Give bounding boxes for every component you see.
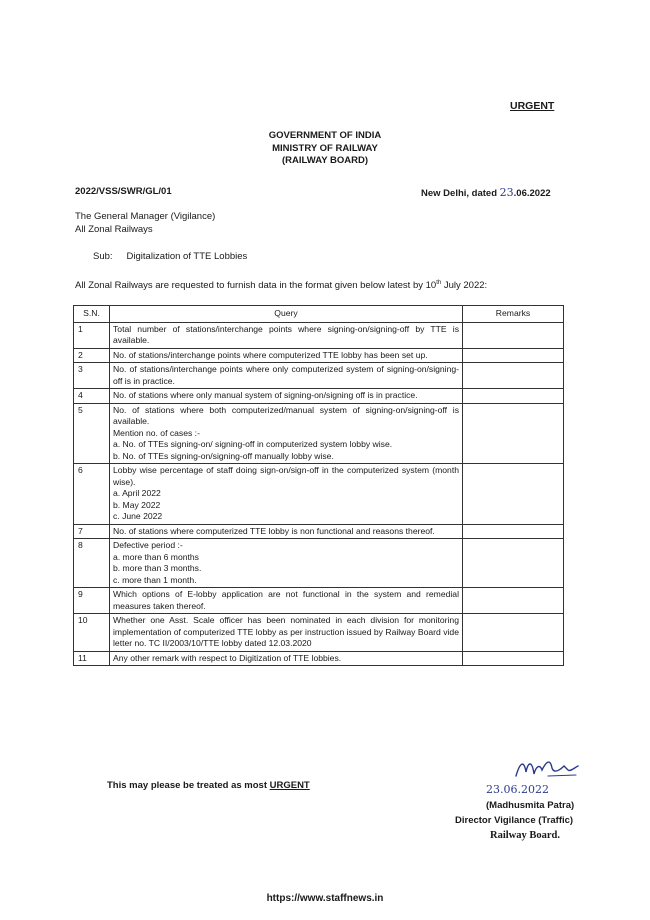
signatory-office: Railway Board. — [490, 830, 561, 841]
table-row — [74, 464, 564, 525]
header-sn: S.N. — [74, 306, 110, 323]
row-sn: 3 — [74, 363, 110, 389]
subject-label: Sub: — [93, 251, 113, 262]
table-row — [74, 651, 564, 666]
query-line: a. No. of TTEs signing-on/ signing-off in computerized system lobby wise. — [113, 439, 393, 449]
header-query: Query — [110, 306, 463, 323]
intro-text-end: July 2022: — [441, 280, 488, 292]
row-query — [110, 389, 463, 404]
table-row — [74, 614, 564, 652]
row-sn: 9 — [74, 588, 110, 614]
table-row — [74, 524, 564, 539]
header-remarks: Remarks — [463, 306, 564, 323]
handwritten-signature — [512, 752, 582, 786]
intro-superscript: th — [436, 280, 442, 286]
signatory-name: (Madhusmita Patra) — [486, 800, 575, 811]
reference-number: 2022/VSS/SWR/GL/01 — [75, 186, 172, 197]
row-sn: 4 — [74, 389, 110, 404]
row-remarks[interactable] — [463, 322, 564, 348]
intro-paragraph — [75, 280, 487, 291]
query-line: Total number of stations/interchange points where signing-on/signing-off by TTE is available. — [113, 323, 459, 345]
table-row — [74, 539, 564, 588]
row-query — [110, 524, 463, 539]
row-remarks[interactable] — [463, 389, 564, 404]
row-sn: 5 — [74, 403, 110, 464]
row-remarks[interactable] — [463, 464, 564, 525]
row-remarks[interactable] — [463, 651, 564, 666]
row-query — [110, 539, 463, 588]
query-line: a. more than 6 months — [113, 551, 199, 562]
query-line: b. No. of TTEs signing-on/signing-off manually lobby wise. — [113, 450, 334, 461]
query-table — [73, 305, 564, 666]
table-header-row — [74, 306, 564, 323]
row-remarks[interactable] — [463, 403, 564, 464]
govt-line-1: GOVERNMENT OF INDIA — [268, 130, 382, 141]
government-header — [0, 130, 650, 168]
signature-date-handwritten: 23.06.2022 — [486, 783, 549, 796]
govt-line-2: MINISTRY OF RAILWAY — [272, 142, 378, 154]
row-sn: 2 — [74, 348, 110, 363]
query-line: b. more than 3 months. — [113, 563, 202, 573]
row-remarks[interactable] — [463, 363, 564, 389]
row-query — [110, 651, 463, 666]
query-line: No. of stations/interchange points where only computerized system of signing-on/signing-off is in practice. — [113, 364, 459, 386]
signatory-designation: Director Vigilance (Traffic) — [455, 815, 574, 826]
row-sn: 6 — [74, 464, 110, 525]
date-prefix: New Delhi, dated — [421, 188, 500, 199]
row-query — [110, 403, 463, 464]
row-sn: 7 — [74, 524, 110, 539]
subject-text: Digitalization of TTE Lobbies — [126, 251, 248, 262]
row-query — [110, 322, 463, 348]
row-remarks[interactable] — [463, 524, 564, 539]
footer-url: https://www.staffnews.in — [266, 893, 384, 904]
closing-line — [107, 780, 310, 791]
addressee-line-2: All Zonal Railways — [75, 223, 153, 235]
query-line: c. more than 1 month. — [113, 574, 197, 585]
row-remarks[interactable] — [463, 539, 564, 588]
row-sn: 10 — [74, 614, 110, 652]
table-row — [74, 588, 564, 614]
row-query — [110, 588, 463, 614]
row-query — [110, 464, 463, 525]
query-line: No. of stations where only manual system of signing-on/signing off is in practice. — [113, 390, 418, 400]
query-line: b. May 2022 — [113, 499, 161, 510]
row-query — [110, 348, 463, 363]
query-line: No. of stations where computerized TTE lobby is non functional and reasons thereof. — [113, 525, 435, 536]
query-line: Mention no. of cases :- — [113, 427, 200, 438]
query-line: No. of stations/interchange points where computerized TTE lobby has been set up. — [113, 349, 428, 360]
urgent-heading: URGENT — [510, 100, 555, 112]
addressee-block — [75, 211, 215, 236]
query-line: Which options of E-lobby application are not functional in the system and remedial measures taken thereof. — [113, 589, 459, 611]
query-line: No. of stations where both computerized/manual system of signing-on/signing-off is available. — [113, 404, 459, 426]
subject-line — [93, 251, 247, 262]
query-line: a. April 2022 — [113, 488, 161, 498]
date-suffix: .06.2022 — [513, 188, 551, 199]
row-remarks[interactable] — [463, 614, 564, 652]
row-remarks[interactable] — [463, 348, 564, 363]
govt-line-3: (RAILWAY BOARD) — [281, 155, 369, 166]
row-query — [110, 363, 463, 389]
table-row — [74, 322, 564, 348]
table-body — [74, 322, 564, 666]
row-sn: 8 — [74, 539, 110, 588]
row-sn: 1 — [74, 322, 110, 348]
intro-text: All Zonal Railways are requested to furnish data in the format given below latest by 10 — [75, 280, 437, 292]
addressee-line-1: The General Manager (Vigilance) — [75, 211, 216, 222]
query-line: Defective period :- — [113, 540, 183, 550]
query-line: Lobby wise percentage of staff doing sign-on/sign-off in the computerized system (month wise). — [113, 465, 459, 487]
row-sn: 11 — [74, 651, 110, 666]
closing-text: This may please be treated as most — [107, 780, 270, 791]
table-row — [74, 389, 564, 404]
row-query — [110, 614, 463, 652]
date-day-handwritten: 23 — [499, 186, 514, 199]
query-line: c. June 2022 — [113, 511, 163, 521]
table-row — [74, 348, 564, 363]
query-line: Whether one Asst. Scale officer has been nominated in each division for monitoring implementation of computerized TTE lobby as per instruction issued by Railway Board vide letter no. TC II/2003/10/TTE lobby dated 12.03.2020 — [113, 615, 459, 648]
closing-urgent: URGENT — [269, 780, 310, 791]
table-row — [74, 363, 564, 389]
query-line: Any other remark with respect to Digitization of TTE lobbies. — [113, 652, 342, 663]
table-row — [74, 403, 564, 464]
letter-date — [421, 186, 551, 199]
row-remarks[interactable] — [463, 588, 564, 614]
